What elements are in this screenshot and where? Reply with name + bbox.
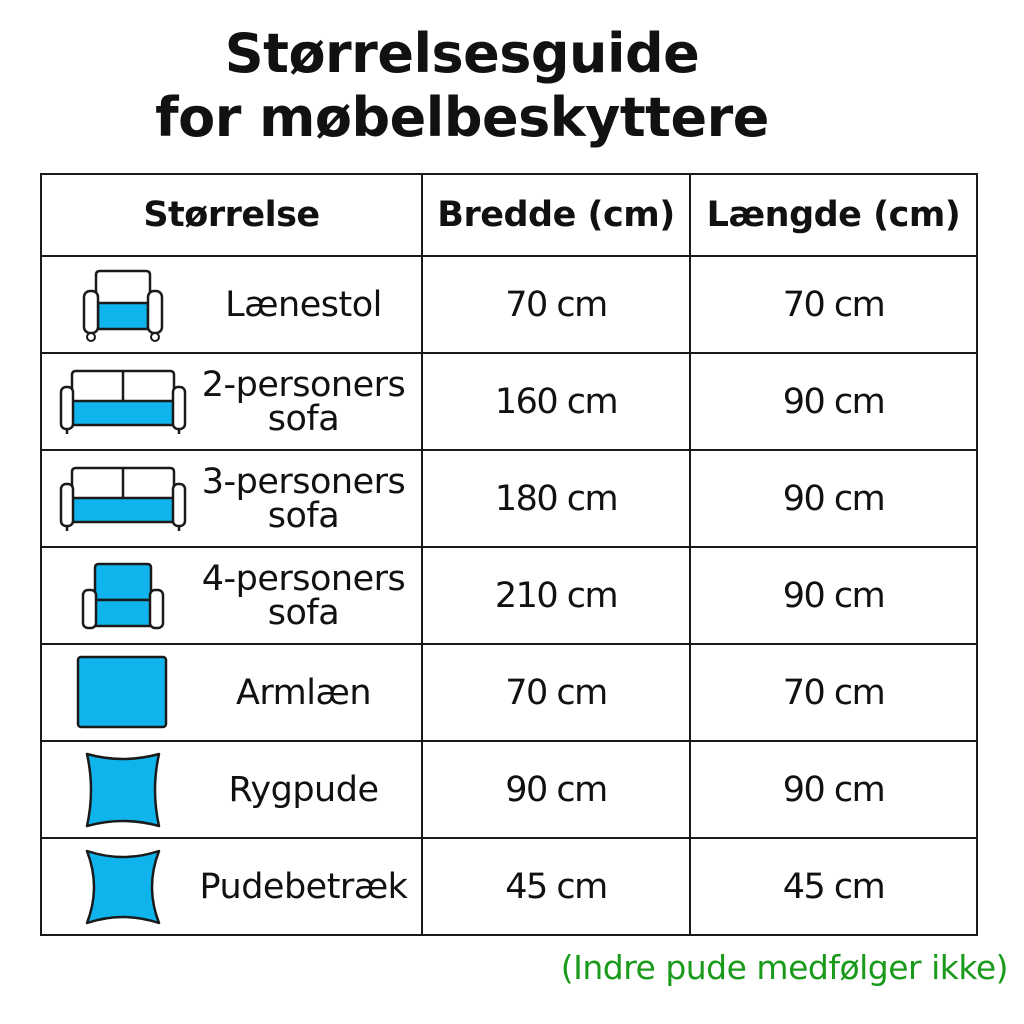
size-label: 4-personers sofa — [201, 558, 406, 633]
width-cell: 45 cm — [422, 838, 690, 935]
size-cell — [41, 547, 422, 644]
header-row — [41, 174, 977, 256]
armchair-icon — [56, 265, 190, 345]
back-cushion-icon — [56, 750, 190, 830]
title-line-2: for møbelbeskyttere — [155, 86, 769, 149]
length-cell: 90 cm — [690, 741, 977, 838]
width-cell: 180 cm — [422, 450, 690, 547]
size-cell — [41, 256, 422, 353]
table-row — [41, 644, 977, 741]
size-label: Armlæn — [235, 672, 372, 713]
table-row — [41, 256, 977, 353]
size-table — [40, 173, 978, 936]
title-line-1: Størrelsesguide — [224, 22, 700, 85]
table-row — [41, 353, 977, 450]
width-cell: 70 cm — [422, 256, 690, 353]
header-length: Længde (cm) — [690, 174, 977, 256]
length-cell: 70 cm — [690, 256, 977, 353]
table-row — [41, 547, 977, 644]
size-cell — [41, 353, 422, 450]
four-seat-sofa-icon — [56, 556, 190, 636]
length-cell: 90 cm — [690, 353, 977, 450]
size-cell — [41, 644, 422, 741]
size-cell — [41, 838, 422, 935]
table-row — [41, 741, 977, 838]
two-seat-sofa-icon — [56, 362, 190, 442]
armrest-cover-icon — [56, 653, 190, 733]
width-cell: 160 cm — [422, 353, 690, 450]
width-cell: 70 cm — [422, 644, 690, 741]
size-label: Lænestol — [225, 284, 382, 325]
length-cell: 90 cm — [690, 547, 977, 644]
length-cell: 70 cm — [690, 644, 977, 741]
size-cell — [41, 450, 422, 547]
size-label: 2-personers sofa — [201, 364, 406, 439]
size-label: Pudebetræk — [199, 866, 408, 907]
length-cell: 90 cm — [690, 450, 977, 547]
size-cell — [41, 741, 422, 838]
table-row — [41, 838, 977, 935]
width-cell: 210 cm — [422, 547, 690, 644]
size-label: Rygpude — [228, 769, 379, 810]
page-title — [0, 22, 924, 150]
width-cell: 90 cm — [422, 741, 690, 838]
footnote: (Indre pude medfølger ikke) — [560, 948, 1008, 987]
header-size: Størrelse — [41, 174, 422, 256]
header-width: Bredde (cm) — [422, 174, 690, 256]
size-label: 3-personers sofa — [201, 461, 406, 536]
cushion-cover-icon — [56, 847, 190, 927]
length-cell: 45 cm — [690, 838, 977, 935]
three-seat-sofa-icon — [56, 459, 190, 539]
table-row — [41, 450, 977, 547]
